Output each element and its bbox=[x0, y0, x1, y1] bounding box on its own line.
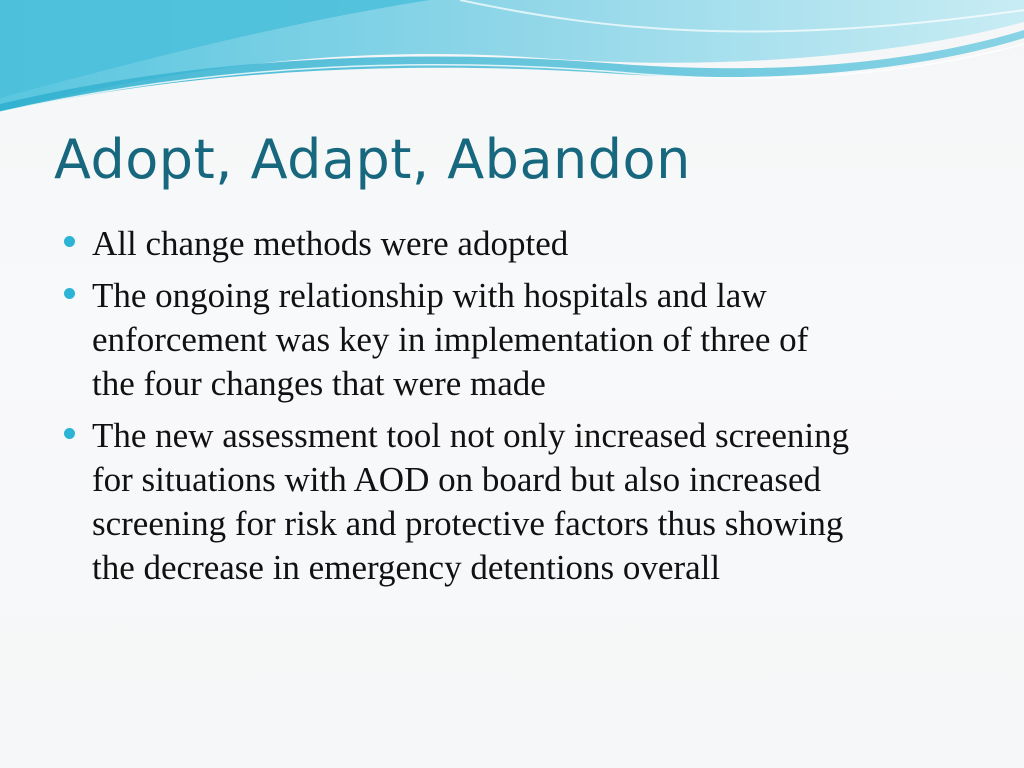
bullet-dot-icon bbox=[64, 288, 75, 299]
bullet-text: The ongoing relationship with hospitals and law enforcement was key in implementation of three of the four changes that were made bbox=[92, 276, 809, 403]
bullet-text: All change methods were adopted bbox=[92, 224, 569, 263]
bullet-item bbox=[64, 274, 964, 406]
bullet-item bbox=[64, 414, 964, 590]
slide-title: Adopt, Adapt, Abandon bbox=[54, 128, 691, 191]
header-wave-decoration bbox=[0, 0, 1024, 130]
bullet-list bbox=[64, 222, 964, 598]
bullet-dot-icon bbox=[64, 236, 75, 247]
bullet-dot-icon bbox=[64, 428, 75, 439]
bullet-text: The new assessment tool not only increased screening for situations with AOD on board but also increased screening for risk and protective factors thus showing the decrease in emergency detentions overall bbox=[92, 416, 850, 587]
bullet-item bbox=[64, 222, 964, 266]
